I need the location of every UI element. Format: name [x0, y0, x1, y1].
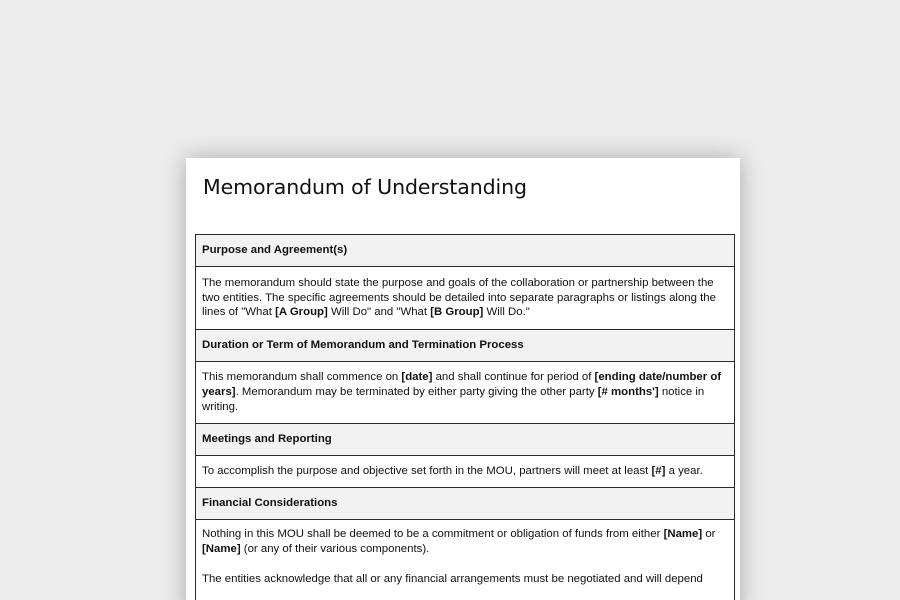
- body-text: To accomplish the purpose and objective set forth in the MOU, partners will meet at least: [202, 465, 652, 478]
- paragraph: [202, 527, 728, 557]
- table-row: [196, 520, 735, 600]
- table-row: [196, 235, 735, 267]
- placeholder-field: [date]: [401, 371, 433, 384]
- table-row: [196, 362, 735, 424]
- table-row: [196, 330, 735, 362]
- placeholder-field: [Name]: [202, 542, 241, 555]
- section-body-purpose: [196, 267, 735, 330]
- body-text: Will Do" and "What: [327, 306, 431, 319]
- placeholder-field: [Name]: [663, 528, 703, 540]
- section-heading-meetings: Meetings and Reporting: [196, 424, 735, 456]
- table-row: [196, 488, 735, 520]
- placeholder-field: [#]: [651, 465, 666, 478]
- section-body-meetings: [196, 456, 735, 488]
- body-text: or: [702, 528, 716, 540]
- placeholder-field: [ending date/number of years]: [202, 371, 722, 399]
- document-title: Memorandum of Understanding: [203, 175, 527, 199]
- body-text: Nothing in this MOU shall be deemed to be a commitment or obligation of funds from either: [202, 528, 664, 540]
- body-text: The memorandum should state the purpose and goals of the collaboration or partnership between the two entities. The specific agreements should be detailed into separate paragraphs or listings along the lines of "What: [202, 276, 716, 319]
- body-text: This memorandum shall commence on: [202, 371, 402, 384]
- document-page: [186, 158, 740, 600]
- table-row: [196, 267, 735, 330]
- table-row: [196, 424, 735, 456]
- section-heading-duration: Duration or Term of Memorandum and Termination Process: [196, 330, 735, 362]
- body-text: The entities acknowledge that all or any financial arrangements must be negotiated and will depend: [202, 572, 703, 585]
- section-body-duration: [196, 362, 735, 424]
- body-text: . Memorandum may be terminated by either party giving the other party: [235, 386, 598, 399]
- placeholder-field: [A Group]: [275, 306, 328, 319]
- placeholder-field: [# months']: [597, 386, 659, 399]
- section-body-financial: [196, 520, 735, 600]
- body-text: Will Do.": [483, 306, 530, 319]
- paragraph: [202, 572, 728, 587]
- section-heading-financial: Financial Considerations: [196, 488, 735, 520]
- body-text: notice in writing.: [202, 386, 705, 413]
- placeholder-field: [B Group]: [430, 306, 484, 319]
- body-text: a year.: [665, 465, 703, 478]
- body-text: and shall continue for period of: [432, 371, 595, 384]
- table-row: [196, 456, 735, 488]
- section-heading-purpose: Purpose and Agreement(s): [196, 235, 735, 267]
- mou-table: [195, 234, 735, 600]
- body-text: (or any of their various components).: [240, 542, 430, 555]
